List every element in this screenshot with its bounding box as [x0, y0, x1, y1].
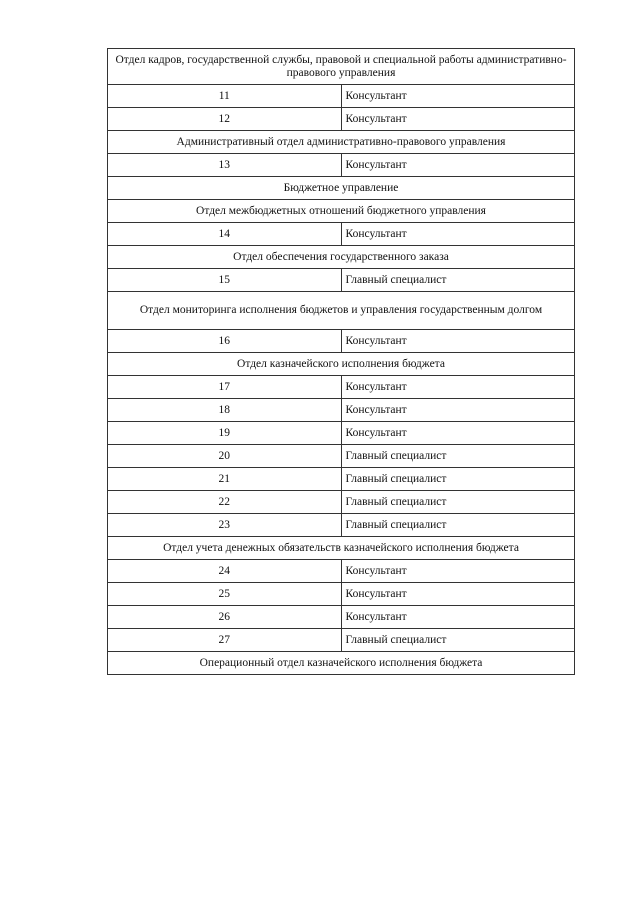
position-row	[108, 606, 575, 629]
position-title: Консультант	[341, 330, 575, 353]
position-number: 17	[108, 376, 342, 399]
position-row	[108, 376, 575, 399]
position-title: Консультант	[341, 583, 575, 606]
department-name: Отдел мониторинга исполнения бюджетов и управления государственным долгом	[108, 292, 575, 330]
position-number: 15	[108, 269, 342, 292]
position-number: 12	[108, 108, 342, 131]
department-name: Отдел казначейского исполнения бюджета	[108, 353, 575, 376]
position-title: Главный специалист	[341, 491, 575, 514]
position-title: Главный специалист	[341, 514, 575, 537]
department-header-row	[108, 246, 575, 269]
position-row	[108, 422, 575, 445]
department-name: Отдел обеспечения государственного заказа	[108, 246, 575, 269]
position-row	[108, 269, 575, 292]
position-row	[108, 85, 575, 108]
position-title: Консультант	[341, 85, 575, 108]
department-name: Отдел межбюджетных отношений бюджетного управления	[108, 200, 575, 223]
position-number: 25	[108, 583, 342, 606]
department-header-row	[108, 200, 575, 223]
position-number: 21	[108, 468, 342, 491]
position-number: 20	[108, 445, 342, 468]
position-title: Главный специалист	[341, 629, 575, 652]
position-row	[108, 514, 575, 537]
position-number: 23	[108, 514, 342, 537]
position-number: 16	[108, 330, 342, 353]
position-number: 27	[108, 629, 342, 652]
department-name: Отдел учета денежных обязательств казначейского исполнения бюджета	[108, 537, 575, 560]
department-header-row	[108, 353, 575, 376]
position-row	[108, 223, 575, 246]
position-row	[108, 330, 575, 353]
position-row	[108, 399, 575, 422]
position-number: 13	[108, 154, 342, 177]
department-header-row	[108, 49, 575, 85]
position-row	[108, 445, 575, 468]
position-title: Консультант	[341, 422, 575, 445]
position-title: Главный специалист	[341, 269, 575, 292]
positions-table	[107, 48, 575, 675]
position-number: 26	[108, 606, 342, 629]
position-row	[108, 108, 575, 131]
department-header-row	[108, 537, 575, 560]
position-number: 24	[108, 560, 342, 583]
position-title: Консультант	[341, 560, 575, 583]
position-title: Главный специалист	[341, 445, 575, 468]
department-header-row	[108, 177, 575, 200]
department-header-row	[108, 292, 575, 330]
position-title: Консультант	[341, 606, 575, 629]
position-number: 18	[108, 399, 342, 422]
position-title: Консультант	[341, 223, 575, 246]
position-row	[108, 491, 575, 514]
department-name: Операционный отдел казначейского исполнения бюджета	[108, 652, 575, 675]
department-name: Бюджетное управление	[108, 177, 575, 200]
position-number: 19	[108, 422, 342, 445]
position-title: Консультант	[341, 108, 575, 131]
position-row	[108, 583, 575, 606]
position-row	[108, 629, 575, 652]
position-title: Консультант	[341, 376, 575, 399]
department-header-row	[108, 131, 575, 154]
position-row	[108, 468, 575, 491]
position-row	[108, 154, 575, 177]
position-number: 22	[108, 491, 342, 514]
position-row	[108, 560, 575, 583]
position-title: Консультант	[341, 399, 575, 422]
position-number: 14	[108, 223, 342, 246]
position-number: 11	[108, 85, 342, 108]
department-header-row	[108, 652, 575, 675]
department-name: Административный отдел административно-правового управления	[108, 131, 575, 154]
position-title: Главный специалист	[341, 468, 575, 491]
position-title: Консультант	[341, 154, 575, 177]
department-name: Отдел кадров, государственной службы, правовой и специальной работы административно-правового управления	[108, 49, 575, 85]
positions-table-body	[108, 49, 575, 675]
